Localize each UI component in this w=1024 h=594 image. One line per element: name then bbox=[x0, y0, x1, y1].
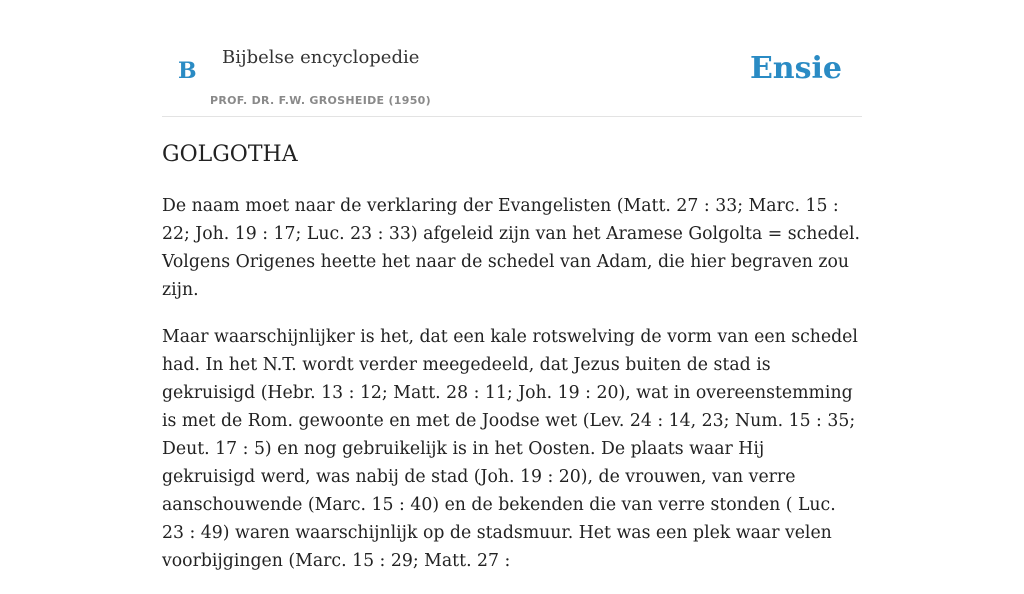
book-title-link[interactable]: Bijbelse encyclopedie bbox=[222, 47, 420, 68]
book-header bbox=[162, 0, 862, 117]
entry-paragraph: Maar waarschijnlijker is het, dat een kale rotswelving de vorm van een schedel had. In het N.T. wordt verder meegedeeld, dat Jezus buiten de stad is gekruisigd (Hebr. 13 : 12; Matt. 28 : 11; Joh. 19 : 20), wat in overeenstemming is met de Rom. gewoonte en met de Joodse wet (Lev. 24 : 14, 23; Num. 15 : 35; Deut. 17 : 5) en nog gebruikelijk is in het Oosten. De plaats waar Hij gekruisigd werd, was nabij de stad (Joh. 19 : 20), de vrouwen, van verre aanschouwende (Marc. 15 : 40) en de bekenden die van verre stonden ( Luc. 23 : 49) waren waarschijnlijk op de stadsmuur. Het was een plek waar velen voorbijgingen (Marc. 15 : 29; Matt. 27 : bbox=[162, 327, 858, 571]
entry-body bbox=[162, 192, 862, 594]
entry-paragraph: De naam moet naar de verklaring der Evangelisten (Matt. 27 : 33; Marc. 15 : 22; Joh. 19 : 17; Luc. 23 : 33) afgeleid zijn van het Aramese Golgolta = schedel. Volgens Origenes heette het naar de schedel van Adam, die hier begraven zou zijn. bbox=[162, 196, 860, 300]
ensie-logo-link[interactable]: Ensie bbox=[749, 51, 842, 86]
book-author: PROF. DR. F.W. GROSHEIDE (1950) bbox=[210, 94, 431, 107]
book-letter-badge[interactable]: B bbox=[178, 58, 197, 84]
page bbox=[162, 0, 862, 571]
entry-title: GOLGOTHA bbox=[162, 142, 298, 167]
